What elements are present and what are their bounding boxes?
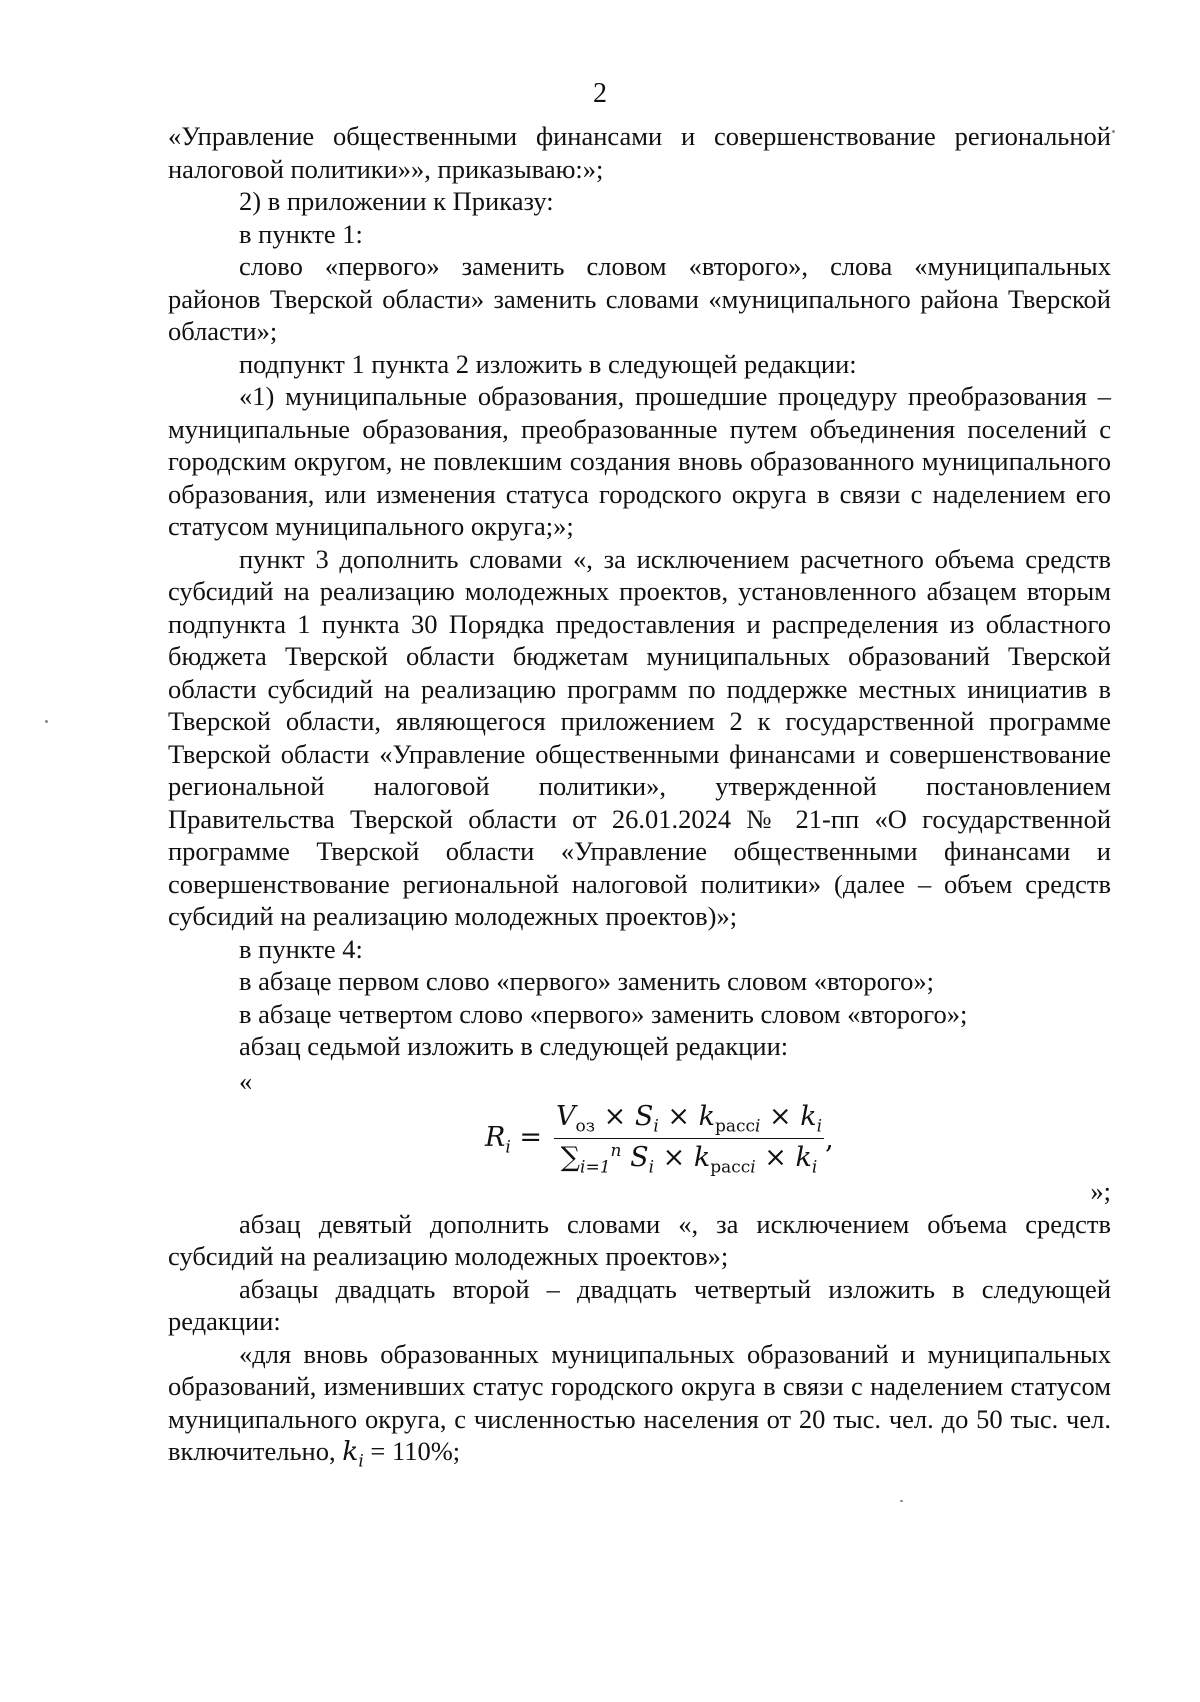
paragraph-4: слово «первого» заменить словом «второго», слова «муниципальных районов Тверской области» заменить словами «муниципального района Тверской области»; xyxy=(168,251,1111,346)
formula-numerator: $V_{оз} \times S_i \times k_{рассi} \times k_i$ xyxy=(554,1101,824,1139)
page-number: 2 xyxy=(593,78,607,109)
paragraph-13: абзацы двадцать второй – двадцать четвертый изложить в следующей редакции: xyxy=(168,1273,1111,1336)
formula-block xyxy=(168,1097,1111,1189)
k-inline: $k_i$ xyxy=(342,1436,364,1472)
formula-comma: , xyxy=(825,1123,834,1155)
paragraph-10: в абзаце четвертом слово «первого» заменить словом «второго»; xyxy=(239,998,968,1029)
scan-speck xyxy=(1112,130,1115,133)
open-quote: « xyxy=(239,1065,253,1096)
formula xyxy=(485,1101,834,1178)
paragraph-14 xyxy=(168,1338,1111,1478)
paragraph-9: в абзаце первом слово «первого» заменить словом «второго»; xyxy=(239,966,934,996)
scan-speck xyxy=(900,1500,903,1502)
close-quote: »; xyxy=(1090,1176,1111,1206)
paragraph-12: абзац девятый дополнить словами «, за исключением объема средств субсидий на реализацию молодежных проектов»; xyxy=(168,1208,1111,1271)
paragraph-2: 2) в приложении к Приказу: xyxy=(239,186,554,216)
document-body xyxy=(168,120,1111,1478)
formula-fraction xyxy=(554,1101,824,1178)
scan-speck xyxy=(45,720,48,723)
k-inline-value: = 110%; xyxy=(363,1436,461,1466)
paragraph-7: пункт 3 дополнить словами «, за исключением расчетного объема средств субсидий на реализацию молодежных проектов, установленного абзацем вторым подпункта 1 пункта 30 Порядка предоставления и распределения из областного бюджета Тверской области бюджетам муниципальных образований Тверской области субсидий на реализацию программ по поддержке местных инициатив в Тверской области, являющегося приложением 2 к государственной программе Тверской области «Управление общественными финансами и совершенствование региональной налоговой политики», утвержденной постановлением Правительства Тверской области от 26.01.2024 № 21-пп «О государственной программе Тверской области «Управление общественными финансами и совершенствование региональной налоговой политики» (далее – объем средств субсидий на реализацию молодежных проектов)»; xyxy=(168,543,1111,931)
paragraph-11: абзац седьмой изложить в следующей редакции: xyxy=(239,1031,789,1061)
paragraph-6: «1) муниципальные образования, прошедшие процедуру преобразования – муниципальные образования, преобразованные путем объединения поселений с городским округом, не повлекшим создания вновь образованного муниципального образования, или изменения статуса городского округа в связи с наделением его статусом муниципального округа;»; xyxy=(168,381,1111,541)
formula-lhs: $R_i$ = xyxy=(485,1121,542,1158)
paragraph-8: в пункте 4: xyxy=(239,933,363,964)
paragraph-3: в пункте 1: xyxy=(239,218,363,249)
paragraph-14-text: «для вновь образованных муниципальных образований и муниципальных образований, изменивших статус городского округа в связи с наделением статусом муниципального округа, с численностью населения от 20 тыс. чел. до 50 тыс. чел. включительно, xyxy=(168,1338,1111,1466)
paragraph-1: «Управление общественными финансами и совершенствование региональной налоговой политики»», приказываю:»; xyxy=(168,121,1111,184)
paragraph-5: подпункт 1 пункта 2 изложить в следующей редакции: xyxy=(239,348,857,379)
formula-denominator: $\sum_{i=1}^n$ $S_i \times k_{рассi} \times k_i$ xyxy=(560,1141,818,1178)
